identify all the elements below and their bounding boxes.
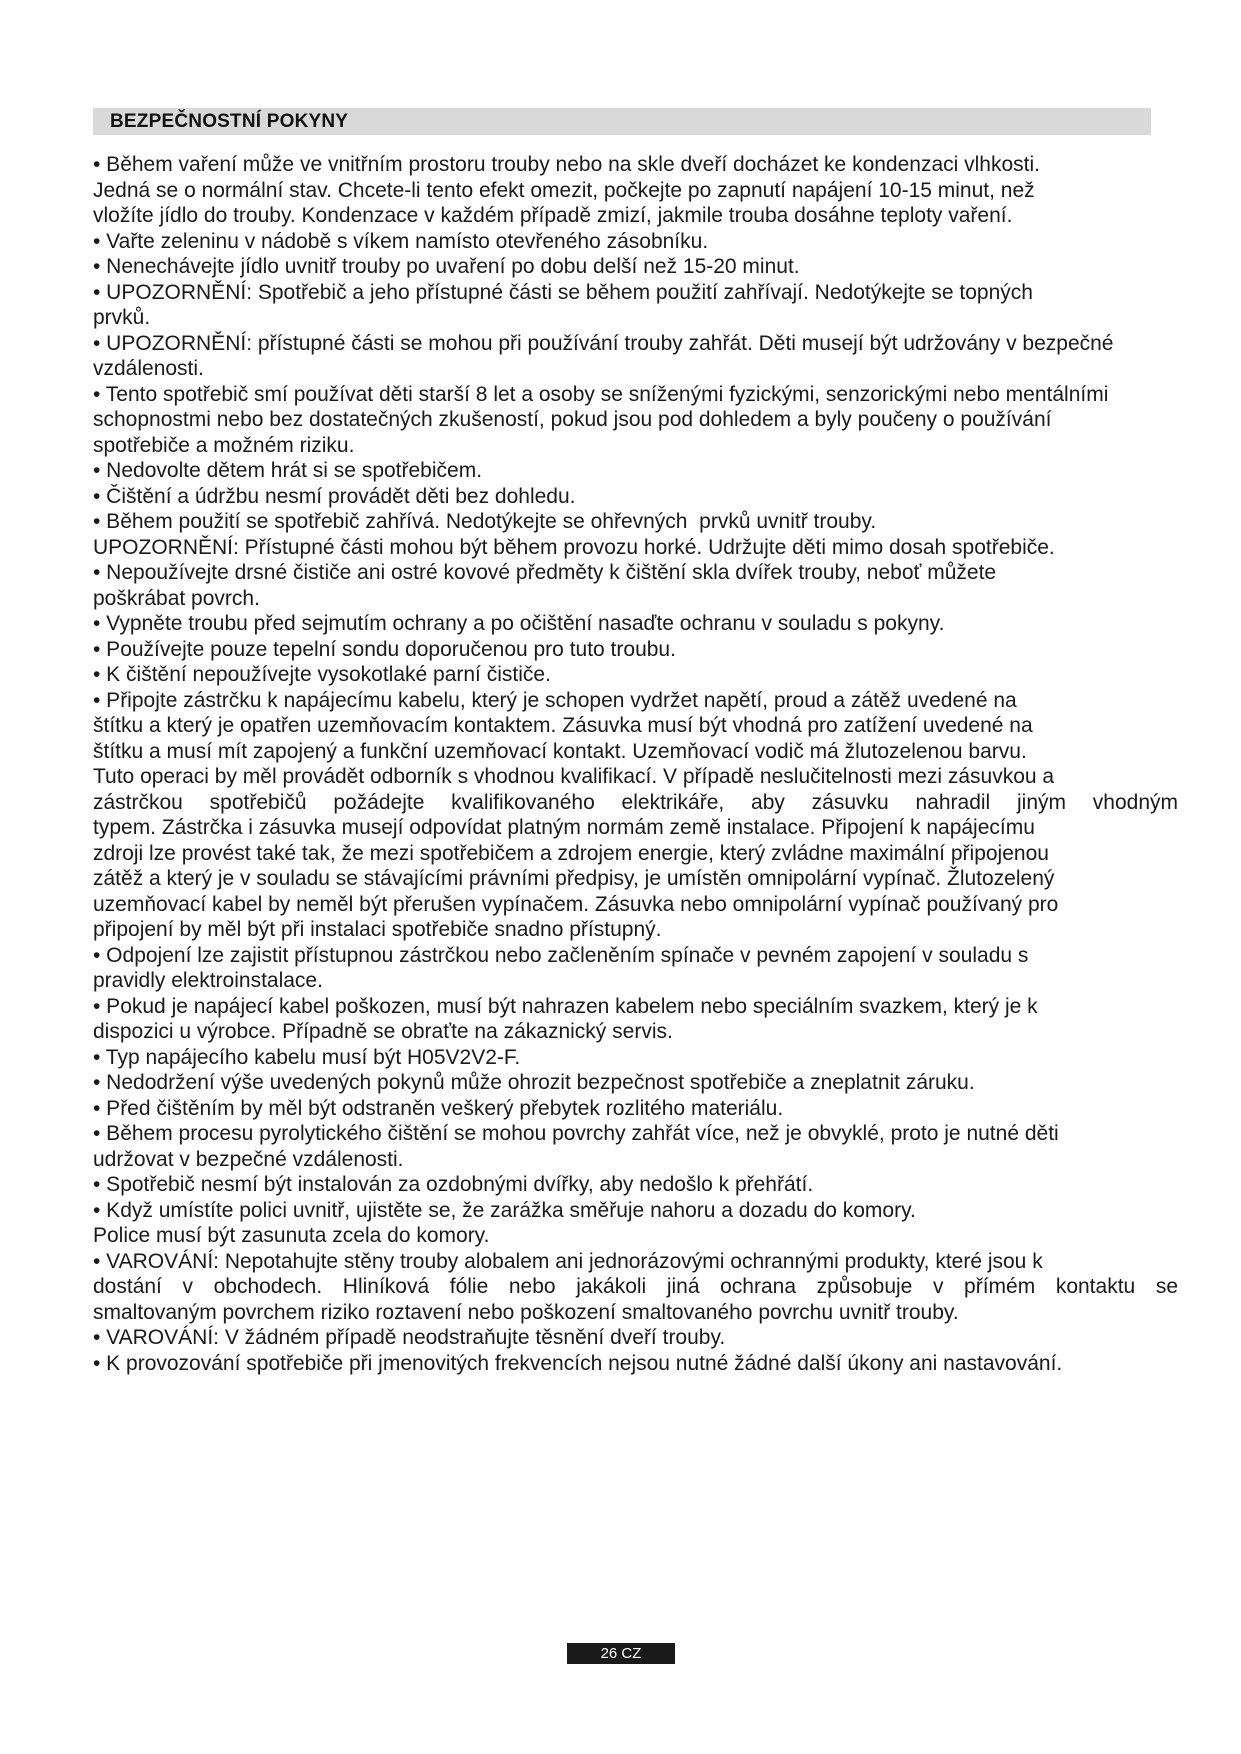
text-line: zástrčkou spotřebičů požádejte kvalifikovaného elektrikáře, aby zásuvku nahradil jiným vhodným xyxy=(93,790,1178,814)
safety-instructions-body xyxy=(93,152,1241,1422)
text-line: • Odpojení lze zajistit přístupnou zástrčkou nebo začleněním spínače v pevném zapojení v souladu s xyxy=(93,943,1029,967)
text-line: • UPOZORNĚNÍ: Spotřebič a jeho přístupné části se během použití zahřívají. Nedotýkejte se topných xyxy=(93,280,1033,304)
text-line: • K provozování spotřebiče při jmenovitých frekvencích nejsou nutné žádné další úkony ani nastavování. xyxy=(93,1351,1063,1375)
text-line: • Nedodržení výše uvedených pokynů může ohrozit bezpečnost spotřebiče a zneplatnit záruku. xyxy=(93,1071,975,1094)
page-number-badge: 26 CZ xyxy=(567,1643,675,1664)
text-line: Tuto operaci by měl provádět odborník s vhodnou kvalifikací. V případě neslučitelnosti mezi zásuvkou a xyxy=(93,765,1055,788)
text-line: UPOZORNĚNÍ: Přístupné části mohou být během provozu horké. Udržujte děti mimo dosah spotřebiče. xyxy=(93,535,1055,559)
text-line: udržovat v bezpečné vzdálenosti. xyxy=(93,1147,404,1171)
text-line: • Vařte zeleninu v nádobě s víkem namísto otevřeného zásobníku. xyxy=(93,229,709,253)
section-title: BEZPEČNOSTNÍ POKYNY xyxy=(110,111,349,132)
text-line: poškrábat povrch. xyxy=(93,586,260,610)
text-line: zátěž a který je v souladu se stávajícími právními předpisy, je umístěn omnipolární vypínač. Žlutozelený xyxy=(93,867,1055,890)
section-header-bar xyxy=(93,108,1151,135)
text-line: vložíte jídlo do trouby. Kondenzace v každém případě zmizí, jakmile trouba dosáhne teploty vaření. xyxy=(93,204,1013,227)
text-line: • Čištění a údržbu nesmí provádět děti bez dohledu. xyxy=(93,484,576,508)
text-line: • Připojte zástrčku k napájecímu kabelu, který je schopen vydržet napětí, proud a zátěž uvedené na xyxy=(93,688,1017,712)
text-line: typem. Zástrčka i zásuvka musejí odpovídat platným normám země instalace. Připojení k napájecímu xyxy=(93,816,1035,839)
text-line: • Během použití se spotřebič zahřívá. Nedotýkejte se ohřevných prvků uvnitř trouby. xyxy=(93,510,877,533)
text-line: • Nenechávejte jídlo uvnitř trouby po uvaření po dobu delší než 15-20 minut. xyxy=(93,255,800,278)
text-line: • Tento spotřebič smí používat děti starší 8 let a osoby se sníženými fyzickými, senzorickými nebo mentálními xyxy=(93,382,1109,406)
text-line: • K čištění nepoužívejte vysokotlaké parní čističe. xyxy=(93,663,551,686)
text-line: • Před čištěním by měl být odstraněn veškerý přebytek rozlitého materiálu. xyxy=(93,1096,784,1120)
text-line: vzdálenosti. xyxy=(93,357,204,380)
text-line: • Typ napájecího kabelu musí být H05V2V2-F. xyxy=(93,1045,521,1069)
text-line: • Během vaření může ve vnitřním prostoru trouby nebo na skle dveří docházet ke kondenzaci vlhkosti. xyxy=(93,153,1040,176)
text-line: schopnostmi nebo bez dostatečných zkušeností, pokud jsou pod dohledem a byly poučeny o používání xyxy=(93,408,1052,431)
text-line: pravidly elektroinstalace. xyxy=(93,969,323,992)
text-line: dostání v obchodech. Hliníková fólie nebo jakákoli jiná ochrana způsobuje v přímém kontaktu se xyxy=(93,1275,1178,1298)
text-line: smaltovaným povrchem riziko roztavení nebo poškození smaltovaného povrchu uvnitř trouby. xyxy=(93,1300,959,1324)
text-line: • Spotřebič nesmí být instalován za ozdobnými dvířky, aby nedošlo k přehřátí. xyxy=(93,1173,814,1196)
text-line: • Pokud je napájecí kabel poškozen, musí být nahrazen kabelem nebo speciálním svazkem, který je k xyxy=(93,994,1038,1018)
text-line: • Nedovolte dětem hrát si se spotřebičem. xyxy=(93,459,483,482)
text-line: zdroji lze provést také tak, že mezi spotřebičem a zdrojem energie, který zvládne maximální připojenou xyxy=(93,841,1049,865)
text-line: • Během procesu pyrolytického čištění se mohou povrchy zahřát více, než je obvyklé, proto je nutné děti xyxy=(93,1122,1059,1145)
text-line: uzemňovací kabel by neměl být přerušen vypínačem. Zásuvka nebo omnipolární vypínač používaný pro xyxy=(93,892,1059,916)
text-line: Jedná se o normální stav. Chcete-li tento efekt omezit, počkejte po zapnutí napájení 10-15 minut, než xyxy=(93,178,1035,202)
text-line: spotřebiče a možném riziku. xyxy=(93,433,355,457)
text-line: • Nepoužívejte drsné čističe ani ostré kovové předměty k čištění skla dvířek trouby, neboť můžete xyxy=(93,561,997,584)
text-line: • Používejte pouze tepelní sondu doporučenou pro tuto troubu. xyxy=(93,637,676,661)
text-line: štítku a který je opatřen uzemňovacím kontaktem. Zásuvka musí být vhodná pro zatížení uvedené na xyxy=(93,714,1033,737)
text-line: štítku a musí mít zapojený a funkční uzemňovací kontakt. Uzemňovací vodič má žlutozelenou barvu. xyxy=(93,739,1027,763)
text-line: připojení by měl být při instalaci spotřebiče snadno přístupný. xyxy=(93,918,662,941)
text-line: • Vypněte troubu před sejmutím ochrany a po očištění nasaďte ochranu v souladu s pokyny. xyxy=(93,612,945,635)
text-line: Police musí být zasunuta zcela do komory. xyxy=(93,1224,490,1247)
text-line: • VAROVÁNÍ: Nepotahujte stěny trouby alobalem ani jednorázovými ochrannými produkty, které jsou k xyxy=(93,1249,1043,1273)
text-line: dispozici u výrobce. Případně se obraťte na zákaznický servis. xyxy=(93,1020,673,1043)
text-line: • VAROVÁNÍ: V žádném případě neodstraňujte těsnění dveří trouby. xyxy=(93,1326,726,1349)
text-line: • Když umístíte polici uvnitř, ujistěte se, že zarážka směřuje nahoru a dozadu do komory. xyxy=(93,1198,916,1222)
text-line: prvků. xyxy=(93,306,151,329)
text-line: • UPOZORNĚNÍ: přístupné části se mohou při používání trouby zahřát. Děti musejí být udržovány v bezpečné xyxy=(93,331,1114,355)
